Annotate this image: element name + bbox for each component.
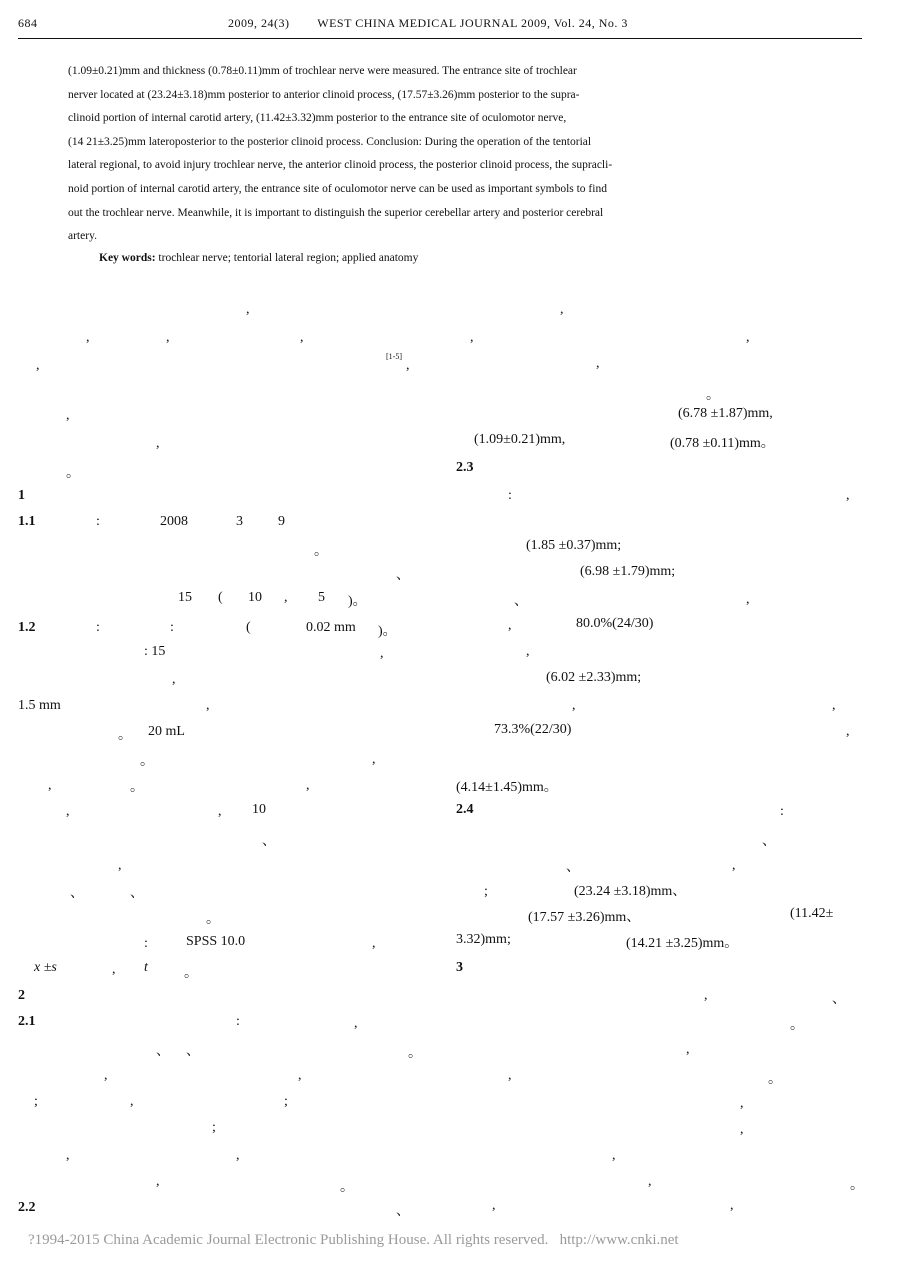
punct: : [144,936,148,951]
section-heading: 1 [18,488,25,503]
citation: [1-5] [386,352,402,361]
punct: , [560,302,564,317]
stat-notation: t [144,960,148,975]
punct: , [746,330,750,345]
copyright-footer: ?1994-2015 China Academic Journal Electronic Publishing House. All rights reserved. http://www.cnki.net [28,1232,679,1248]
punct: , [156,436,160,451]
keywords-text: trochlear nerve; tentorial lateral region; applied anatomy [158,252,419,264]
number: 3 [236,514,243,529]
punct: , [206,698,210,713]
punct: 、 [262,834,276,849]
punct: , [740,1122,744,1137]
punct: 。 [184,966,198,981]
punct: , [306,778,310,793]
subsection-heading: 2.2 [18,1200,36,1215]
punct: , [470,330,474,345]
punct: 。 [314,544,328,559]
punct: 。 [206,912,220,927]
punct: , [66,1148,70,1163]
punct: , [596,356,600,371]
punct: , [36,358,40,373]
section-heading: 3 [456,960,463,975]
punct: : [780,804,784,819]
punct: , [112,962,116,977]
punct: , [686,1042,690,1057]
abstract-line: lateral regional, to avoid injury trochlear nerve, the anterior clinoid process, the posterior clinoid process, the supracli- [68,159,613,172]
abstract-line: (1.09±0.21)mm and thickness (0.78±0.11)mm of trochlear nerve were measured. The entrance site of trochlear [68,65,577,77]
number: 5 [318,590,325,605]
punct: 、 [130,886,144,901]
number: 15 [178,590,192,605]
punct: , [300,330,304,345]
measurement: (0.78 ±0.11)mm。 [670,436,775,451]
abstract-line: noid portion of internal carotid artery, the entrance site of oculomotor nerve can be used as important symbols to find [68,182,607,195]
punct: 、 [156,1044,170,1059]
punct: , [48,778,52,793]
journal-title: 2009, 24(3) WEST CHINA MEDICAL JOURNAL 2009, Vol. 24, No. 3 [228,16,628,30]
punct: ; [212,1120,216,1135]
punct: )。 [348,594,367,609]
punct: 。 [118,728,132,743]
punct: , [236,1148,240,1163]
measurement: (6.98 ±1.79)mm; [580,564,676,579]
punct: 。 [130,780,144,795]
number: 2008 [160,514,188,529]
punct: ( [218,590,223,605]
punct: 。 [408,1046,422,1061]
punct: , [218,804,222,819]
punct: 。 [768,1072,782,1087]
punct: , [86,330,90,345]
number: 0.02 mm [306,620,356,635]
subsection-heading: 1.1 [18,514,36,529]
punct: , [354,1016,358,1031]
punct: 、 [762,834,776,849]
punct: , [284,590,288,605]
punct: , [66,804,70,819]
punct: : [170,620,174,635]
punct: , [740,1096,744,1111]
measurement: (4.14±1.45)mm。 [456,780,558,795]
punct: , [746,592,750,607]
number: : 15 [144,644,166,659]
punct: , [406,358,410,373]
stat-notation: x ±s [34,960,57,975]
number: 10 [252,802,266,817]
abstract-line: nerver located at (23.24±3.18)mm posterior to anterior clinoid process, (17.57±3.26)mm posterior to the supra- [68,88,580,101]
measurement: (11.42± [790,906,834,921]
punct: , [492,1198,496,1213]
number: 1.5 mm [18,698,61,713]
punct: ; [484,884,488,899]
punct: ; [34,1094,38,1109]
section-heading: 2 [18,988,25,1003]
punct: , [508,1068,512,1083]
keywords [99,252,418,264]
punct: , [832,698,836,713]
punct: ; [284,1094,288,1109]
subsection-heading: 2.1 [18,1014,36,1029]
punct: : [508,488,512,503]
punct: 、 [832,992,846,1007]
punct: 、 [70,886,84,901]
punct: , [846,488,850,503]
punct: 、 [566,860,580,875]
punct: 。 [850,1178,864,1193]
punct: , [166,330,170,345]
software-name: SPSS 10.0 [186,934,246,949]
measurement: 3.32)mm; [456,932,511,947]
punct: , [508,618,512,633]
number: 10 [248,590,262,605]
punct: , [526,644,530,659]
subsection-heading: 2.4 [456,802,474,817]
percentage: 80.0%(24/30) [576,616,654,631]
punct: 、 [396,1204,410,1219]
punct: , [372,936,376,951]
abstract-line: clinoid portion of internal carotid artery, (11.42±3.32)mm posterior to the entrance site of oculomotor nerve, [68,112,567,125]
punct: , [846,724,850,739]
punct: 、 [186,1044,200,1059]
punct: , [104,1068,108,1083]
english-abstract [68,60,810,249]
punct: 。 [66,466,80,481]
punct: , [648,1174,652,1189]
subsection-heading: 2.3 [456,460,474,475]
punct: , [372,752,376,767]
measurement: (6.02 ±2.33)mm; [546,670,642,685]
punct: ( [246,620,251,635]
header-rule [18,38,862,39]
measurement: (1.85 ±0.37)mm; [526,538,622,553]
punct: , [612,1148,616,1163]
punct: , [732,858,736,873]
page-number: 684 [18,16,38,30]
punct: 、 [514,594,528,609]
punct: , [66,408,70,423]
punct: 。 [706,388,720,403]
measurement: (14.21 ±3.25)mm。 [626,936,739,951]
punct: , [380,646,384,661]
punct: 。 [790,1018,804,1033]
abstract-line: artery. [68,230,97,243]
punct: , [172,672,176,687]
punct: , [246,302,250,317]
running-header [18,16,862,36]
abstract-line: out the trochlear nerve. Meanwhile, it is important to distinguish the superior cerebellar artery and posterior cerebral [68,206,604,219]
punct: : [236,1014,240,1029]
punct: , [118,858,122,873]
percentage: 73.3%(22/30) [494,722,572,737]
measurement: (1.09±0.21)mm, [474,432,566,447]
punct: , [156,1174,160,1189]
punct: : [96,620,100,635]
punct: : [96,514,100,529]
measurement: (6.78 ±1.87)mm, [678,406,773,421]
number: 9 [278,514,285,529]
punct: 。 [340,1180,354,1195]
punct: , [704,988,708,1003]
punct: , [572,698,576,713]
measurement: (17.57 ±3.26)mm、 [528,910,641,925]
abstract-line: (14 21±3.25)mm lateroposterior to the posterior clinoid process. Conclusion: During the operation of the tentorial [68,135,592,148]
punct: , [730,1198,734,1213]
measurement: (23.24 ±3.18)mm、 [574,884,687,899]
number: 20 mL [148,724,185,739]
punct: 。 [140,754,154,769]
subsection-heading: 1.2 [18,620,36,635]
punct: )。 [378,624,397,639]
punct: , [298,1068,302,1083]
keywords-label: Key words: [99,252,156,264]
punct: , [130,1094,134,1109]
punct: 、 [396,568,410,583]
